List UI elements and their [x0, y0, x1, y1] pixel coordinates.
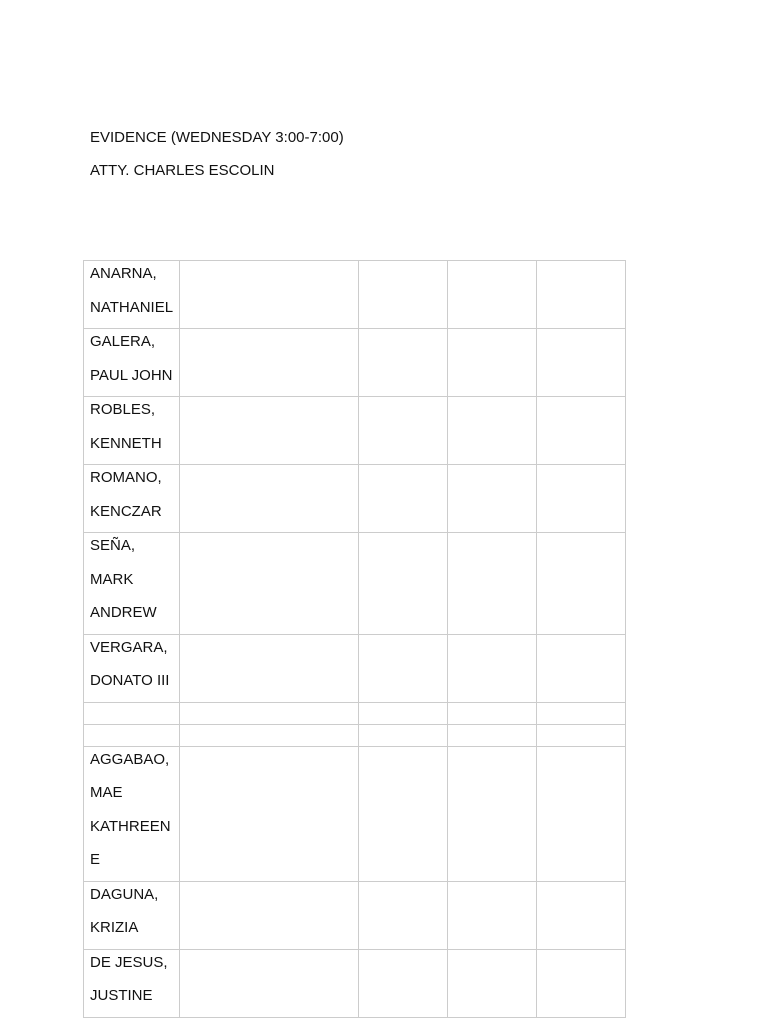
empty-cell: [180, 724, 359, 746]
empty-cell: [180, 949, 359, 1017]
table-row: [84, 465, 626, 533]
student-name-line: GALERA,: [90, 333, 156, 350]
student-name-line: MAE: [90, 784, 123, 801]
empty-cell: [537, 397, 626, 465]
empty-cell: [537, 881, 626, 949]
empty-cell: [180, 634, 359, 702]
student-name-line: SEÑA,: [90, 537, 136, 554]
empty-cell: [448, 465, 537, 533]
student-name-line: MARK: [90, 570, 134, 588]
empty-cell: [180, 465, 359, 533]
student-name-line: PAUL JOHN: [90, 366, 173, 384]
empty-cell: [537, 949, 626, 1017]
table-row: [84, 881, 626, 949]
student-name-line: ANDREW: [90, 604, 157, 621]
student-name-cell: [84, 329, 180, 397]
student-name-cell: [84, 533, 180, 635]
empty-cell: [180, 261, 359, 329]
empty-cell: [537, 261, 626, 329]
student-name-line: ROBLES,: [90, 401, 156, 418]
empty-cell: [448, 881, 537, 949]
student-name: [84, 393, 179, 464]
empty-cell: [537, 329, 626, 397]
student-name-line: AGGABAO,: [90, 750, 170, 768]
student-name-cell: [84, 702, 180, 724]
empty-cell: [448, 533, 537, 635]
student-name-cell: [84, 949, 180, 1017]
student-name: [84, 946, 179, 1017]
table-row: [84, 634, 626, 702]
student-name-line: ANARNA,: [90, 265, 157, 282]
empty-cell: [537, 746, 626, 881]
empty-cell: [448, 724, 537, 746]
student-name-line: DE JESUS,: [90, 953, 168, 971]
student-name: [84, 325, 179, 396]
empty-cell: [359, 949, 448, 1017]
student-name-line: KATHREEN: [90, 817, 171, 835]
empty-cell: [448, 746, 537, 881]
empty-cell: [359, 724, 448, 746]
student-name-line: ROMANO,: [90, 469, 162, 486]
student-name-cell: [84, 465, 180, 533]
table-row: [84, 261, 626, 329]
student-name-cell: [84, 634, 180, 702]
empty-cell: [448, 329, 537, 397]
empty-cell: [180, 746, 359, 881]
empty-cell: [180, 533, 359, 635]
empty-cell: [448, 634, 537, 702]
empty-cell: [537, 724, 626, 746]
empty-cell: [180, 329, 359, 397]
empty-cell: [359, 533, 448, 635]
empty-cell: [537, 634, 626, 702]
empty-cell: [448, 702, 537, 724]
table-row: [84, 949, 626, 1017]
student-name-cell: [84, 746, 180, 881]
table-row: [84, 533, 626, 635]
student-name-cell: [84, 261, 180, 329]
student-name-cell: [84, 397, 180, 465]
attendance-table-body: [84, 261, 626, 1018]
table-row: [84, 329, 626, 397]
student-name: [84, 257, 179, 328]
empty-cell: [359, 465, 448, 533]
student-name-line: KRIZIA: [90, 919, 139, 936]
student-name-line: E: [90, 851, 101, 868]
student-name-line: DONATO III: [90, 672, 170, 689]
student-name-cell: [84, 881, 180, 949]
document-title: EVIDENCE (WEDNESDAY 3:00-7:00): [90, 129, 344, 146]
empty-cell: [180, 397, 359, 465]
empty-cell: [359, 397, 448, 465]
empty-cell: [359, 634, 448, 702]
empty-cell: [448, 261, 537, 329]
empty-cell: [448, 949, 537, 1017]
student-name: [84, 743, 179, 881]
student-name-line: VERGARA,: [90, 638, 168, 656]
empty-cell: [359, 746, 448, 881]
student-name-line: KENCZAR: [90, 502, 162, 520]
empty-cell: [180, 881, 359, 949]
student-name: [84, 878, 179, 949]
empty-cell: [448, 397, 537, 465]
table-row: [84, 397, 626, 465]
empty-cell: [537, 702, 626, 724]
student-name: [84, 631, 179, 702]
attendance-table: [83, 260, 626, 1018]
empty-cell: [537, 465, 626, 533]
student-name-line: NATHANIEL: [90, 298, 174, 316]
student-name-line: JUSTINE: [90, 987, 153, 1004]
empty-cell: [359, 261, 448, 329]
student-name: [84, 461, 179, 532]
empty-cell: [359, 329, 448, 397]
empty-cell: [359, 881, 448, 949]
table-row: [84, 702, 626, 724]
student-name: [84, 529, 179, 634]
empty-cell: [359, 702, 448, 724]
empty-cell: [180, 702, 359, 724]
table-row: [84, 746, 626, 881]
student-name-line: KENNETH: [90, 434, 162, 452]
empty-cell: [537, 533, 626, 635]
teacher-name: ATTY. CHARLES ESCOLIN: [90, 162, 275, 179]
student-name-line: DAGUNA,: [90, 885, 159, 903]
